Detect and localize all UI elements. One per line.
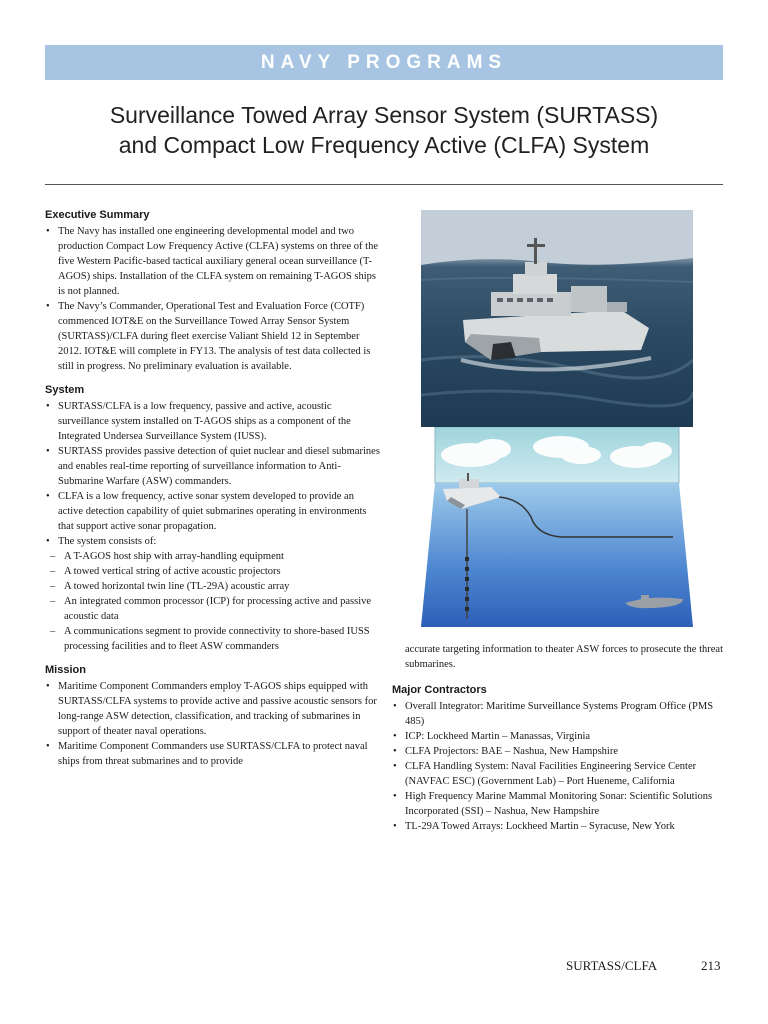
page-number: 213 xyxy=(701,958,721,973)
list-item: – An integrated common processor (ICP) for processing active and passive acoustic data xyxy=(47,594,380,624)
list-item: • Maritime Component Commanders employ T-AGOS ships equipped with SURTASS/CLFA systems to provide active and passive acoustic sensors for long-range ASW detection, classification, and tracking of submarines in support of theater naval operations. xyxy=(45,679,380,739)
contractors-heading: Major Contractors xyxy=(392,684,487,696)
system-diagram xyxy=(421,427,693,627)
executive-summary-list xyxy=(45,224,380,374)
surtass-diagram-illustration xyxy=(421,427,693,627)
list-item: • CLFA is a low frequency, active sonar system developed to provide an active detection capability of quiet submarines operating in environments that support active sonar propagation. xyxy=(45,489,380,534)
right-column xyxy=(392,642,727,843)
list-item: • The system consists of: xyxy=(45,534,380,549)
list-item: • ICP: Lockheed Martin – Manassas, Virginia xyxy=(392,729,727,744)
section-banner: NAVY PROGRAMS xyxy=(45,45,723,80)
list-item: • SURTASS provides passive detection of quiet nuclear and diesel submarines and enables real-time reporting of surveillance information to Anti-Submarine Warfare (ASW) commanders. xyxy=(45,444,380,489)
mission-heading: Mission xyxy=(45,664,86,676)
title-divider xyxy=(45,184,723,185)
list-item: • TL-29A Towed Arrays: Lockheed Martin – Syracuse, New York xyxy=(392,819,727,834)
title-line-1: Surveillance Towed Array Sensor System (SURTASS) xyxy=(109,102,659,128)
system-section xyxy=(45,383,380,654)
executive-summary-section xyxy=(45,208,380,374)
list-item: • CLFA Handling System: Naval Facilities Engineering Service Center (NAVFAC ESC) (Government Lab) – Port Hueneme, California xyxy=(392,759,727,789)
title-line-2: and Compact Low Frequency Active (CLFA) System xyxy=(118,132,650,158)
contractors-list xyxy=(392,699,727,834)
list-item: – A communications segment to provide connectivity to shore-based IUSS processing facilities and to fleet ASW commanders xyxy=(47,624,380,654)
system-components-list xyxy=(47,549,380,654)
list-item: • The Navy has installed one engineering developmental model and two production Compact Low Frequency Active (CLFA) systems on three of the five Western Pacific-based tactical auxiliary general ocean surveillance (T-AGOS) ships. Installation of the CLFA system on remaining T-AGOS ships is not planned. xyxy=(45,224,380,299)
mission-continued: accurate targeting information to theater ASW forces to prosecute the threat submarines. xyxy=(405,644,723,670)
list-item: • The Navy’s Commander, Operational Test and Evaluation Force (COTF) commenced IOT&E on the Surveillance Towed Array Sensor System (SURTASS)/CLFA during fleet exercise Valiant Shield 12 in September 2012. IOT&E will complete in FY13. The analysis of test data collected is still in progress. No preliminary evaluation is available. xyxy=(45,299,380,374)
contractors-section xyxy=(392,683,727,834)
left-column xyxy=(45,208,380,778)
list-item: – A T-AGOS host ship with array-handling equipment xyxy=(47,549,380,564)
list-item: – A towed horizontal twin line (TL-29A) acoustic array xyxy=(47,579,380,594)
ship-photo xyxy=(421,210,693,427)
list-item: • Maritime Component Commanders use SURTASS/CLFA to protect naval ships from threat submarines and to provide xyxy=(45,739,380,769)
mission-section xyxy=(45,663,380,769)
ship-photo-illustration xyxy=(421,210,693,427)
system-list xyxy=(45,399,380,549)
executive-summary-heading: Executive Summary xyxy=(45,209,150,221)
system-heading: System xyxy=(45,384,85,396)
list-item: – A towed vertical string of active acoustic projectors xyxy=(47,564,380,579)
footer-title: SURTASS/CLFA xyxy=(566,958,658,973)
list-item: • SURTASS/CLFA is a low frequency, passive and active, acoustic surveillance system installed on T-AGOS ships as a component of the Integrated Undersea Surveillance System (IUSS). xyxy=(45,399,380,444)
list-item: • CLFA Projectors: BAE – Nashua, New Hampshire xyxy=(392,744,727,759)
list-item: • Overall Integrator: Maritime Surveillance Systems Program Office (PMS 485) xyxy=(392,699,727,729)
page-title xyxy=(45,100,723,160)
mission-list xyxy=(45,679,380,769)
list-item: • High Frequency Marine Mammal Monitoring Sonar: Scientific Solutions Incorporated (SSI) – Nashua, New Hampshire xyxy=(392,789,727,819)
